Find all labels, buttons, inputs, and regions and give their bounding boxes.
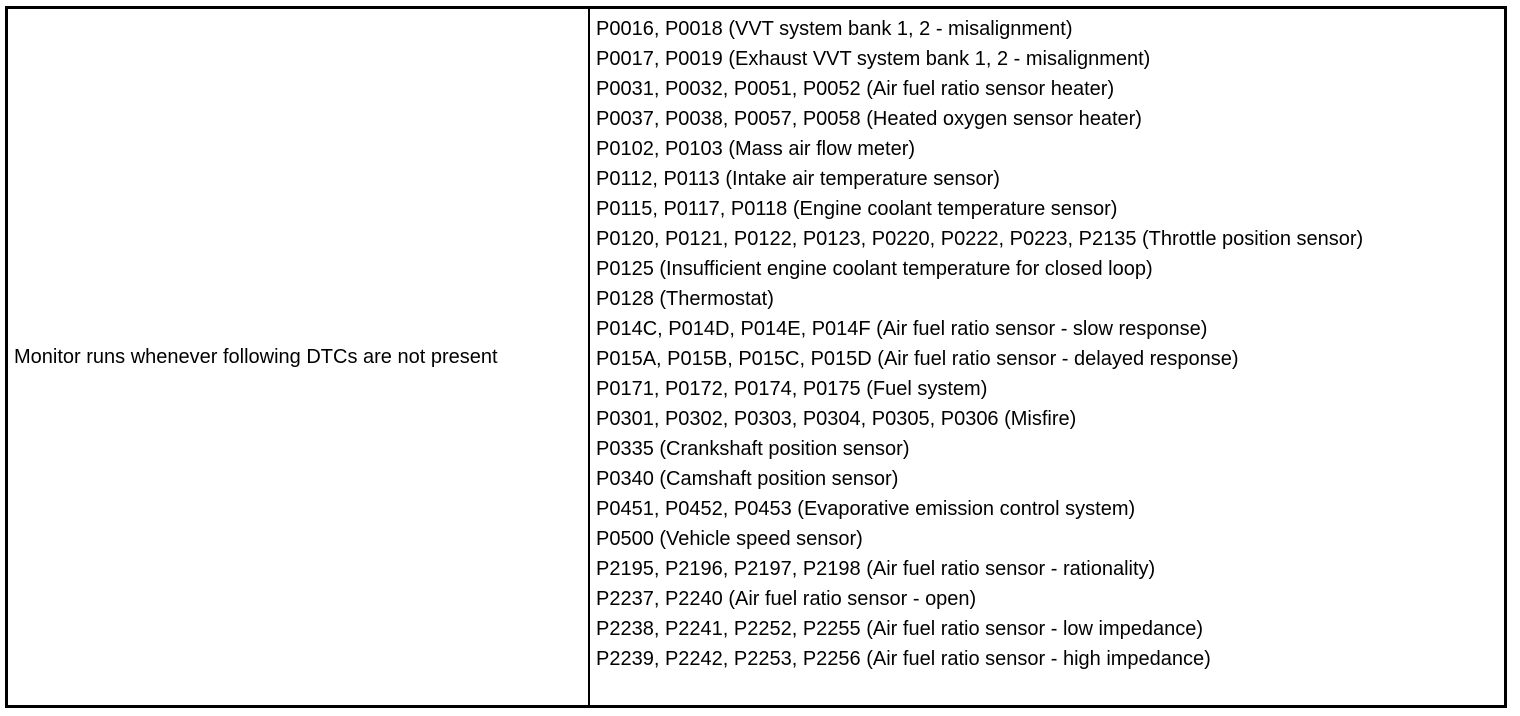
dtc-line: P0340 (Camshaft position sensor) bbox=[596, 468, 899, 490]
dtc-line: P0335 (Crankshaft position sensor) bbox=[596, 438, 910, 460]
condition-cell bbox=[8, 9, 590, 705]
dtc-line: P0112, P0113 (Intake air temperature sensor) bbox=[596, 168, 1000, 190]
dtc-line: P0171, P0172, P0174, P0175 (Fuel system) bbox=[596, 378, 988, 400]
dtc-line: P0017, P0019 (Exhaust VVT system bank 1, 2 - misalignment) bbox=[596, 48, 1151, 70]
dtc-line: P0500 (Vehicle speed sensor) bbox=[596, 528, 863, 550]
dtc-line: P0102, P0103 (Mass air flow meter) bbox=[596, 138, 916, 160]
dtc-line: P014C, P014D, P014E, P014F (Air fuel ratio sensor - slow response) bbox=[596, 318, 1208, 340]
condition-label: Monitor runs whenever following DTCs are not present bbox=[14, 346, 498, 368]
dtc-line: P0037, P0038, P0057, P0058 (Heated oxygen sensor heater) bbox=[596, 108, 1142, 130]
dtc-line: P0128 (Thermostat) bbox=[596, 288, 774, 310]
dtc-line: P0125 (Insufficient engine coolant temperature for closed loop) bbox=[596, 258, 1153, 280]
dtc-line: P0120, P0121, P0122, P0123, P0220, P0222, P0223, P2135 (Throttle position sensor) bbox=[596, 228, 1364, 250]
dtc-list-cell bbox=[590, 9, 1504, 705]
dtc-condition-table bbox=[5, 6, 1507, 708]
dtc-line: P2237, P2240 (Air fuel ratio sensor - open) bbox=[596, 588, 977, 610]
dtc-line: P0016, P0018 (VVT system bank 1, 2 - misalignment) bbox=[596, 18, 1073, 40]
dtc-line: P015A, P015B, P015C, P015D (Air fuel ratio sensor - delayed response) bbox=[596, 348, 1239, 370]
dtc-line: P0031, P0032, P0051, P0052 (Air fuel ratio sensor heater) bbox=[596, 78, 1115, 100]
dtc-line: P0451, P0452, P0453 (Evaporative emission control system) bbox=[596, 498, 1136, 520]
dtc-line: P2238, P2241, P2252, P2255 (Air fuel ratio sensor - low impedance) bbox=[596, 618, 1204, 640]
dtc-line: P2239, P2242, P2253, P2256 (Air fuel ratio sensor - high impedance) bbox=[596, 648, 1211, 670]
dtc-line: P0115, P0117, P0118 (Engine coolant temperature sensor) bbox=[596, 198, 1118, 220]
dtc-line: P0301, P0302, P0303, P0304, P0305, P0306 (Misfire) bbox=[596, 408, 1077, 430]
dtc-line: P2195, P2196, P2197, P2198 (Air fuel ratio sensor - rationality) bbox=[596, 558, 1156, 580]
